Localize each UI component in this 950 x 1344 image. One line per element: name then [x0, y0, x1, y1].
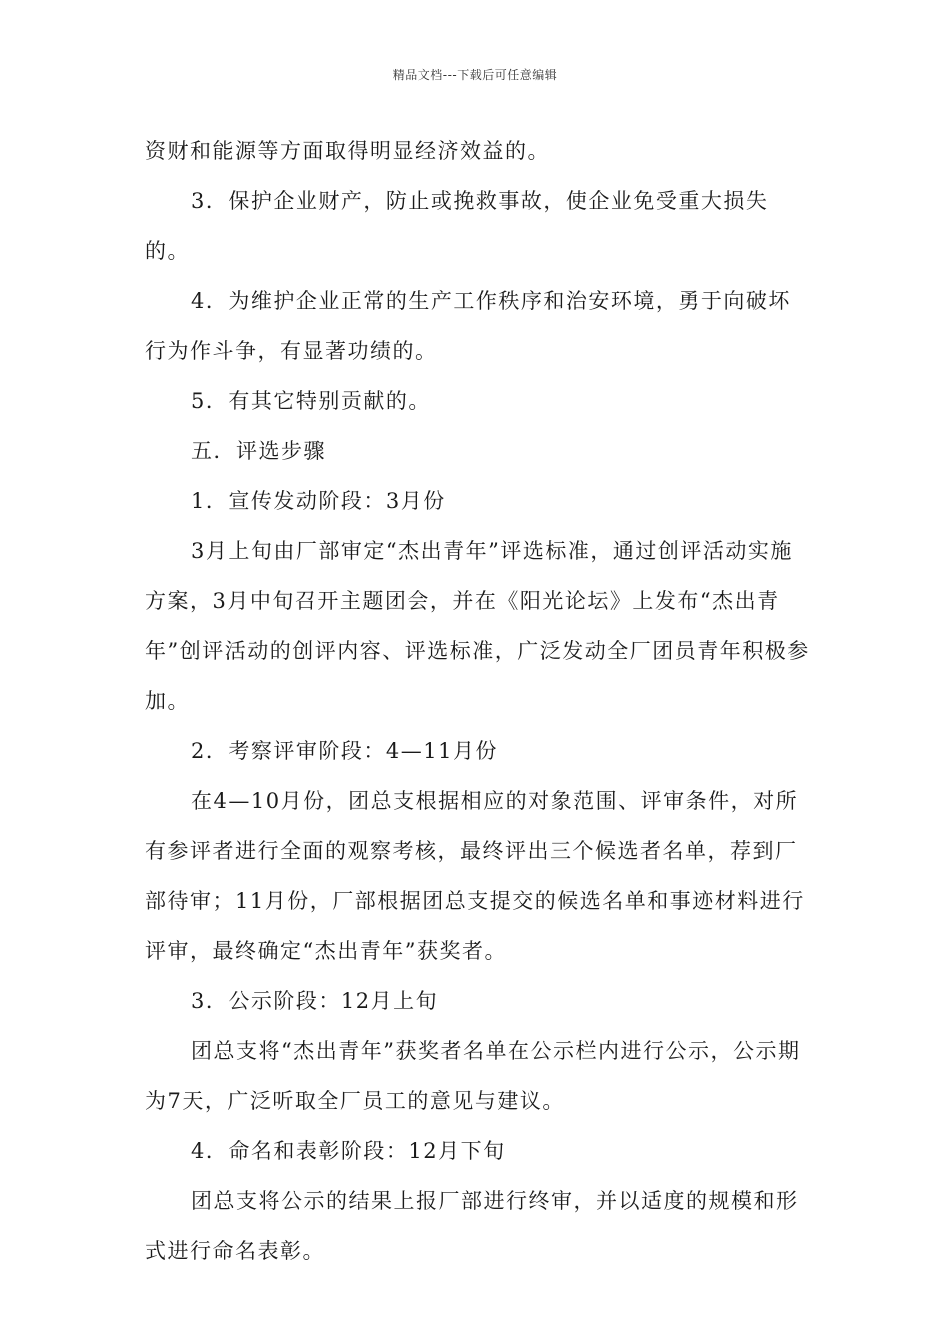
paragraph: 资财和能源等方面取得明显经济效益的。: [145, 139, 550, 163]
paragraph: 5．有其它特别贡献的。: [191, 389, 431, 413]
step-heading: 3．公示阶段：12月上旬: [191, 989, 439, 1013]
paragraph: 4．为维护企业正常的生产工作秩序和治安环境，勇于向破坏行为作斗争，有显著功绩的。: [145, 289, 791, 363]
paragraph: 3月上旬由厂部审定“杰出青年”评选标准，通过创评活动实施方案，3月中旬召开主题团会，并在《阳光论坛》上发布“杰出青年”创评活动的创评内容、评选标准，广泛发动全厂团员青年积极参加。: [145, 539, 810, 713]
paragraph: 3．保护企业财产，防止或挽救事故，使企业免受重大损失的。: [145, 189, 769, 263]
step-heading: 1．宣传发动阶段：3月份: [191, 489, 446, 513]
step-heading: 2．考察评审阶段：4—11月份: [191, 739, 498, 763]
paragraph: 团总支将公示的结果上报厂部进行终审，并以适度的规模和形式进行命名表彰。: [145, 1189, 799, 1263]
section-heading: 五．评选步骤: [191, 439, 326, 463]
paragraph: 在4—10月份，团总支根据相应的对象范围、评审条件，对所有参评者进行全面的观察考核，最终评出三个候选者名单，荐到厂部待审；11月份，厂部根据团总支提交的候选名单和事迹材料进行评审，最终确定“杰出青年”获奖者。: [145, 789, 805, 963]
document-body: [145, 126, 810, 1276]
step-heading: 4．命名和表彰阶段：12月下旬: [191, 1139, 506, 1163]
page-header: 精品文档---下载后可任意编辑: [392, 68, 558, 82]
paragraph: 团总支将“杰出青年”获奖者名单在公示栏内进行公示，公示期为7天，广泛听取全厂员工的意见与建议。: [145, 1039, 801, 1113]
